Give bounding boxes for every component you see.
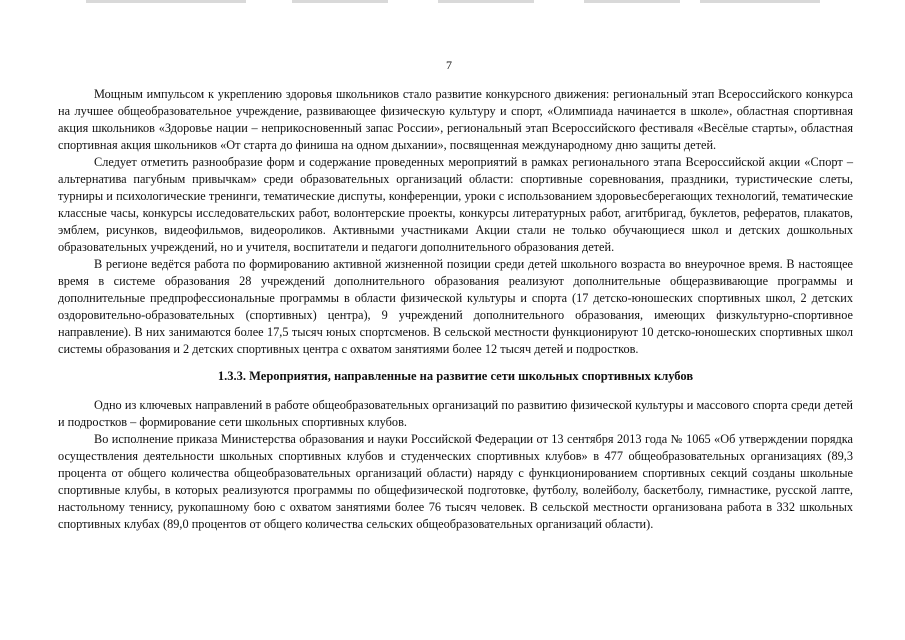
paragraph: В регионе ведётся работа по формированию активной жизненной позиции среди детей школьного возраста во внеурочное время. В настоящее время в системе образования 28 учреждений дополнительного образования реализуют дополнительные общеразвивающие программы и дополнительные предпрофессиональные программы в области физической культуры и спорта (17 детско-юношеских спортивных школ, 2 детских оздоровительно-образовательных (спортивных) центра), 9 учреждений дополнительного образования, имеющих физкультурно-спортивное направление). В них занимаются более 17,5 тысяч юных спортсменов. В сельской местности функционируют 10 детско-юношеских спортивных школ системы образования и 2 детских спортивных центра с охватом занятиями более 12 тысяч детей и подростков. [58, 257, 853, 356]
page-number: 7 [446, 58, 452, 72]
scan-artifact-line [292, 0, 388, 3]
section-heading: 1.3.3. Мероприятия, направленные на развитие сети школьных спортивных клубов [217, 369, 694, 383]
scan-artifact-line [86, 0, 246, 3]
scan-artifact-line [700, 0, 820, 3]
document-body [58, 86, 853, 533]
paragraph: Во исполнение приказа Министерства образования и науки Российской Федерации от 13 сентября 2013 года № 1065 «Об утверждении порядка осуществления деятельности школьных спортивных клубов и студенческих спортивных клубов» в 477 общеобразовательных организациях (89,3 процента от общего количества общеобразовательных организаций области) наряду с функционированием спортивных секций созданы школьные спортивные клубы, в которых реализуются программы по общефизической подготовке, футболу, волейболу, баскетболу, гимнастике, русской лапте, настольному теннису, рукопашному бою с охватом занятиями более 76 тысяч человек. В сельской местности организована работа в 332 школьных спортивных клубах (89,0 процентов от общего количества сельских общеобразовательных организаций области). [58, 432, 853, 531]
paragraph: Мощным импульсом к укреплению здоровья школьников стало развитие конкурсного движения: региональный этап Всероссийского конкурса на лучшее общеобразовательное учреждение, развивающее физическую культуру и спорт, «Олимпиада начинается в школе», областная спортивная акция школьников «Здоровье нации – неприкосновенный запас России», региональный этап Всероссийского фестиваля «Весёлые старты», областная спортивная акция школьников «От старта до финиша на одном дыхании», посвященная международному дню защиты детей. [58, 87, 853, 152]
paragraph: Одно из ключевых направлений в работе общеобразовательных организаций по развитию физической культуры и массового спорта среди детей и подростков – формирование сети школьных спортивных клубов. [58, 398, 853, 429]
scan-artifact-line [584, 0, 680, 3]
paragraph: Следует отметить разнообразие форм и содержание проведенных мероприятий в рамках регионального этапа Всероссийской акции «Спорт – альтернатива пагубным привычкам» среди образовательных организаций области: спортивные соревнования, праздники, туристические слеты, турниры и психологические тренинги, тематические диспуты, конференции, уроки с использованием здоровьесберегающих технологий, тематические классные часы, конкурсы исследовательских работ, волонтерские проекты, конкурсы литературных работ, агитбригад, буклетов, рефератов, плакатов, эмблем, рисунков, видеофильмов, видеороликов. Активными участниками Акции стали не только обучающиеся школ и детских дошкольных образовательных учреждений, но и учителя, воспитатели и педагоги дополнительного образования детей. [58, 155, 853, 254]
scan-artifact-line [438, 0, 534, 3]
